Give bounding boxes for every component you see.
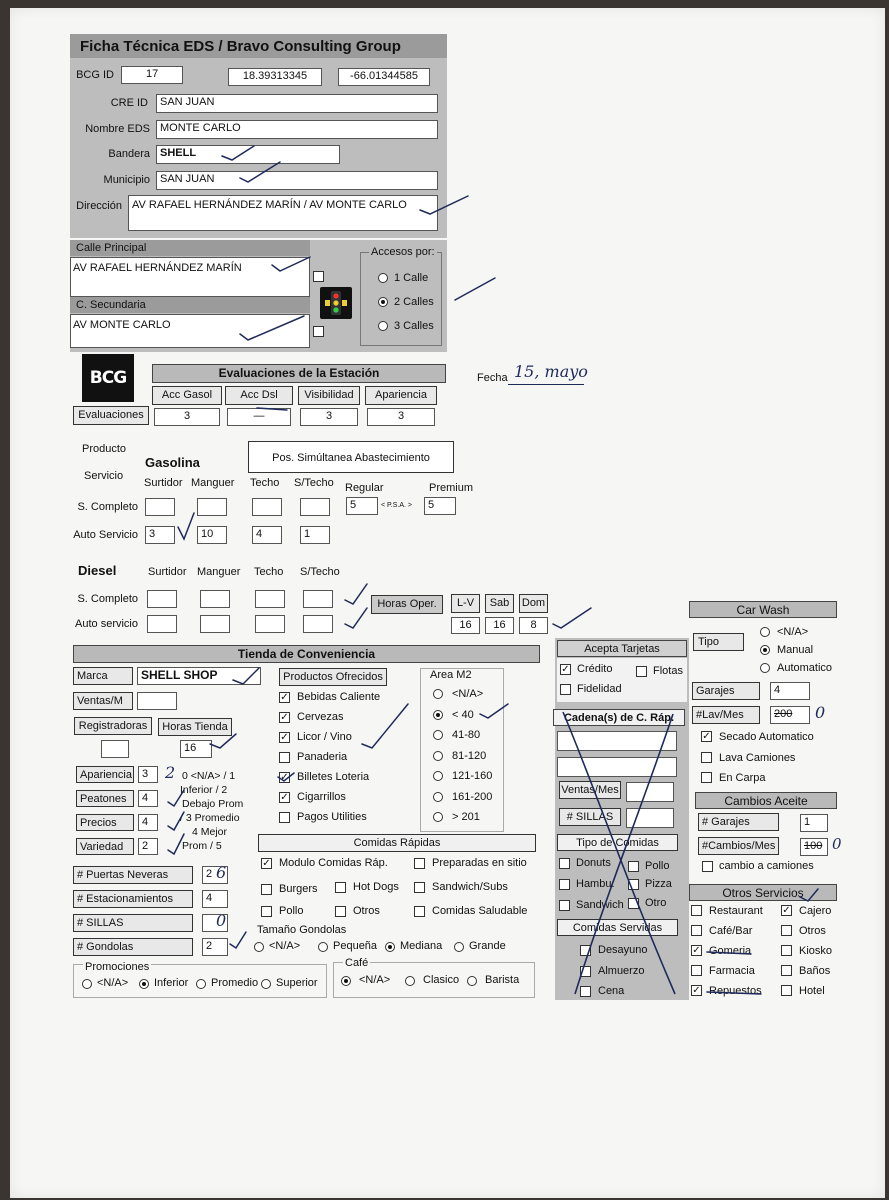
nombre-field[interactable]: MONTE CARLO — [156, 120, 438, 139]
tamano-option-label: <N/A> — [269, 940, 301, 952]
car-wash-option-label: En Carpa — [719, 772, 766, 784]
area-option-label: 161-200 — [452, 790, 493, 803]
car-wash-option-label: Secado Automatico — [719, 731, 814, 743]
accesos-radio-2[interactable] — [378, 321, 388, 331]
promociones-label: Promociones — [85, 961, 150, 973]
tamano-radio-0[interactable] — [254, 942, 264, 952]
otro-servicio-checkbox-6[interactable] — [691, 965, 702, 976]
comida-rapida-checkbox-0[interactable]: ✓ — [262, 858, 271, 869]
marca-label[interactable]: Marca — [73, 667, 133, 685]
bandera-label: Bandera — [108, 148, 150, 160]
principal-checkbox[interactable] — [313, 271, 324, 282]
servida-label: Almuerzo — [598, 964, 645, 977]
evaluacion-col-2[interactable]: Visibilidad — [298, 386, 360, 405]
horas-col-1[interactable]: Sab — [485, 594, 514, 613]
gasolina-col-3: S/Techo — [294, 477, 334, 489]
latitude-field[interactable]: 18.39313345 — [228, 68, 322, 86]
lav-mes-label[interactable]: #Lav/Mes — [692, 706, 760, 724]
tamano-label: Tamaño Gondolas — [257, 924, 347, 936]
gasolina-cell[interactable] — [145, 498, 175, 516]
bcg-logo — [82, 354, 134, 402]
otro-servicio-label: Café/Bar — [709, 925, 753, 937]
tamano-radio-3[interactable] — [454, 942, 464, 952]
tarjetas-header: Acepta Tarjetas — [557, 640, 687, 657]
comidas-rapidas-header: Comidas Rápidas — [258, 834, 536, 852]
otro-servicio-label: Kiosko — [799, 945, 833, 957]
cambio-camiones-label: cambio a camiones — [719, 860, 814, 872]
tamano-radio-2[interactable] — [385, 942, 395, 952]
registradoras-label[interactable]: Registradoras — [74, 717, 152, 735]
gasolina-cell[interactable] — [252, 498, 282, 516]
marca-field[interactable]: SHELL SHOP — [137, 667, 261, 685]
tipo-comidas-header: Tipo de Comidas — [557, 834, 678, 851]
cafe-option-label: <N/A> — [359, 974, 391, 986]
car-wash-tipo-label[interactable]: Tipo — [693, 633, 744, 651]
area-radio-1[interactable] — [433, 710, 443, 720]
diesel-row-label: S. Completo — [77, 593, 138, 605]
lav-mes-field[interactable]: 200 — [770, 706, 810, 724]
evaluacion-col-0[interactable]: Acc Gasol — [152, 386, 222, 405]
accesos-radio-0[interactable] — [378, 273, 388, 283]
tipo-comida-label: Pizza — [645, 878, 672, 890]
producto-label: Licor / Vino — [297, 731, 352, 743]
otro-servicio-label: Gomeria — [709, 945, 752, 957]
accesos-option-label: 1 Calle — [394, 272, 429, 284]
gasolina-cell[interactable]: 4 — [252, 526, 282, 544]
rating-label[interactable]: Peatones — [76, 790, 134, 807]
gasolina-cell[interactable]: 1 — [300, 526, 330, 544]
horas-col-2[interactable]: Dom — [519, 594, 548, 613]
producto-label: Bebidas Caliente — [297, 691, 381, 703]
otros-servicios-header: Otros Servicios — [689, 884, 837, 901]
producto-checkbox-4[interactable]: ✓ — [280, 772, 289, 783]
otro-servicio-label: Restaurant — [709, 905, 763, 917]
horas-tienda-label[interactable]: Horas Tienda — [158, 718, 232, 736]
area-radio-3[interactable] — [433, 751, 443, 761]
producto-label: Pagos Utilities — [297, 811, 367, 823]
regular-field[interactable]: 5 — [346, 497, 378, 515]
municipio-label: Municipio — [103, 174, 150, 186]
count-ink: 0 — [216, 911, 227, 930]
evaluacion-value-2[interactable]: 3 — [300, 408, 358, 426]
rating-scale-line: 0 <N/A> / 1 — [182, 770, 236, 782]
garajes-field[interactable]: 4 — [770, 682, 810, 700]
calle-principal-field[interactable]: AV RAFAEL HERNÁNDEZ MARÍN — [70, 257, 310, 297]
tarjeta-label: Flotas — [653, 665, 683, 677]
gasolina-cell[interactable] — [197, 498, 227, 516]
tarjeta-label: Crédito — [577, 663, 613, 675]
promo-radio-0[interactable] — [82, 979, 92, 989]
area-option-label: 41-80 — [452, 729, 481, 741]
longitude-field[interactable]: -66.01344585 — [338, 68, 430, 86]
diesel-cell[interactable] — [303, 590, 333, 608]
promo-option-label: Promedio — [211, 977, 259, 989]
tamano-radio-1[interactable] — [318, 942, 328, 952]
horas-col-0[interactable]: L-V — [451, 594, 480, 613]
bcg-logo-text: BCG — [89, 368, 127, 388]
cafe-radio-0[interactable] — [341, 976, 351, 986]
fecha-underline — [508, 384, 584, 385]
car-wash-header: Car Wash — [689, 601, 837, 618]
tarjeta-checkbox-0[interactable]: ✓ — [561, 664, 570, 675]
otro-servicio-checkbox-5[interactable] — [781, 945, 792, 956]
direccion-field[interactable]: AV RAFAEL HERNÁNDEZ MARÍN / AV MONTE CARLO — [128, 195, 438, 231]
car-wash-option-checkbox-0[interactable]: ✓ — [702, 731, 711, 742]
count-value[interactable]: 2 — [202, 938, 228, 956]
gasolina-cell[interactable] — [300, 498, 330, 516]
cambios-mes-ink: 0 — [832, 835, 842, 853]
diesel-title: Diesel — [78, 563, 117, 578]
count-value[interactable]: 4 — [202, 890, 228, 908]
rating-scale-line: Debajo Prom — [182, 798, 244, 810]
otro-servicio-checkbox-0[interactable] — [691, 905, 702, 916]
gasolina-col-0: Surtidor — [144, 477, 183, 489]
gasolina-col-1: Manguer — [191, 477, 235, 489]
calle-principal-label: Calle Principal — [76, 242, 147, 254]
gasolina-row-label: S. Completo — [77, 501, 138, 513]
rating-scale-line: / 3 Promedio — [180, 812, 240, 824]
car-wash-tipo-label: Manual — [777, 644, 814, 656]
tipo-comida-label: Sandwich — [576, 899, 624, 911]
comida-rapida-checkbox-6[interactable] — [335, 906, 346, 917]
premium-field[interactable]: 5 — [424, 497, 456, 515]
count-value[interactable]: 2 — [202, 866, 228, 884]
area-option-label: > 201 — [452, 811, 480, 823]
rating-value[interactable]: 4 — [138, 790, 158, 807]
rating-label[interactable]: Precios — [76, 814, 134, 831]
gasolina-col-2: Techo — [250, 477, 280, 489]
car-wash-option-label: Lava Camiones — [719, 751, 796, 764]
tarjeta-label: Fidelidad — [577, 683, 622, 695]
garajes-label[interactable]: Garajes — [692, 682, 760, 700]
diesel-cell[interactable] — [200, 590, 230, 608]
psa-label: < P.S.A. > — [381, 502, 413, 509]
comida-rapida-label: Sandwich/Subs — [432, 881, 508, 893]
comidas-servidas-header: Comidas Servidas — [557, 919, 678, 936]
comida-rapida-label: Preparadas en sitio — [432, 857, 527, 869]
promo-radio-3[interactable] — [261, 979, 271, 989]
comida-rapida-checkbox-1[interactable] — [414, 858, 425, 869]
comida-rapida-checkbox-3[interactable] — [335, 882, 346, 893]
car-wash-tipo-radio-1[interactable] — [760, 645, 770, 655]
comida-rapida-label: Comidas Saludable — [432, 905, 528, 917]
rating-value[interactable]: 3 — [138, 766, 158, 783]
rating-value[interactable]: 4 — [138, 814, 158, 831]
pos-simultanea-label: Pos. Simúltanea Abastecimiento — [248, 441, 454, 473]
rating-label[interactable]: Apariencia — [76, 766, 134, 783]
horas-value-2[interactable]: 8 — [519, 617, 548, 634]
evaluacion-value-3[interactable]: 3 — [367, 408, 435, 426]
gasolina-row-label: Auto Servicio — [73, 529, 138, 541]
car-wash-tipo-label: Automatico — [777, 662, 833, 674]
otro-servicio-label: Otros — [799, 925, 826, 937]
servida-label: Desayuno — [598, 944, 648, 956]
area-option-label: 121-160 — [452, 770, 493, 782]
producto-checkbox-5[interactable]: ✓ — [280, 792, 289, 803]
otro-servicio-label: Farmacia — [709, 965, 755, 977]
cafe-label: Café — [345, 957, 369, 969]
count-label[interactable]: # Estacionamientos — [73, 890, 193, 908]
producto-label: Cervezas — [297, 711, 344, 723]
evaluaciones-row-label[interactable]: Evaluaciones — [73, 406, 149, 425]
ventas-mes-label[interactable]: Ventas/Mes — [559, 781, 621, 799]
producto-label: Panaderia — [297, 751, 348, 763]
tarjeta-checkbox-2[interactable] — [560, 684, 571, 695]
cambios-aceite-header: Cambios Aceite — [695, 792, 837, 809]
otro-servicio-label: Baños — [799, 965, 831, 977]
diesel-col-2: Techo — [254, 566, 284, 578]
producto-label: Billetes Loteria — [297, 771, 370, 783]
producto-checkbox-0[interactable]: ✓ — [280, 692, 289, 703]
fecha-label: Fecha — [477, 372, 508, 384]
bcg-id-label: BCG ID — [76, 69, 114, 81]
comida-rapida-label: Hot Dogs — [353, 881, 399, 893]
producto-label: Cigarrillos — [297, 791, 346, 803]
tipo-comida-label: Pollo — [645, 860, 670, 872]
fecha-value: 15, mayo — [514, 362, 588, 381]
diesel-cell[interactable] — [303, 615, 333, 633]
car-wash-tipo-label: <N/A> — [777, 626, 809, 638]
diesel-cell[interactable] — [147, 590, 177, 608]
gasolina-cell[interactable]: 10 — [197, 526, 227, 544]
producto-checkbox-3[interactable] — [279, 752, 290, 763]
cadenas-cross-out-mark — [555, 708, 689, 1000]
diesel-col-1: Manguer — [197, 566, 241, 578]
cafe-option-label: Barista — [485, 974, 520, 986]
comida-rapida-label: Pollo — [279, 905, 304, 917]
lav-mes-ink: 0 — [815, 703, 826, 722]
ca-garajes-field[interactable]: 1 — [800, 814, 828, 832]
evaluacion-col-3[interactable]: Apariencia — [365, 386, 437, 405]
rating-scale-line: Inferior / 2 — [180, 784, 228, 796]
area-radio-6[interactable] — [433, 812, 443, 822]
diesel-cell[interactable] — [200, 615, 230, 633]
tamano-option-label: Grande — [469, 940, 506, 952]
tipo-comida-label: Hambu. — [576, 878, 615, 890]
apariencia-ink: 2 — [165, 763, 176, 782]
promo-option-label: Inferior — [154, 977, 189, 989]
car-wash-option-checkbox-1[interactable] — [701, 752, 712, 763]
accesos-option-label: 2 Calles — [394, 296, 434, 308]
cadenas-header: Cadena(s) de C. Ráp. — [553, 709, 685, 726]
count-ink: 6 — [216, 863, 227, 882]
diesel-cell[interactable] — [147, 615, 177, 633]
rating-scale-line: 4 Mejor — [192, 826, 228, 838]
rating-label[interactable]: Variedad — [76, 838, 134, 855]
otro-servicio-checkbox-7[interactable] — [781, 965, 792, 976]
horas-tienda-field[interactable]: 16 — [180, 740, 212, 758]
evaluacion-value-1[interactable]: — — [227, 408, 291, 426]
promo-radio-1[interactable] — [139, 979, 149, 989]
tarjeta-checkbox-1[interactable] — [636, 666, 647, 677]
area-option-label: < 40 — [452, 708, 474, 721]
otro-servicio-checkbox-1[interactable]: ✓ — [782, 905, 791, 916]
producto-checkbox-2[interactable]: ✓ — [280, 732, 289, 743]
otro-servicio-checkbox-4[interactable]: ✓ — [692, 945, 701, 956]
producto-checkbox-6[interactable] — [279, 812, 290, 823]
diesel-col-3: S/Techo — [300, 566, 340, 578]
diesel-cell[interactable] — [255, 590, 285, 608]
car-wash-tipo-radio-2[interactable] — [760, 663, 770, 673]
cafe-radio-1[interactable] — [405, 976, 415, 986]
comida-rapida-label: Burgers — [279, 883, 318, 895]
count-label[interactable]: # Puertas Neveras — [73, 866, 193, 884]
registradoras-field[interactable] — [101, 740, 129, 758]
diesel-row-label: Auto servicio — [75, 618, 138, 630]
area-radio-2[interactable] — [433, 730, 443, 740]
promo-option-label: <N/A> — [97, 977, 129, 989]
otro-servicio-checkbox-2[interactable] — [691, 925, 702, 936]
cadena-sillas-label[interactable]: # SILLAS — [559, 808, 621, 826]
premium-label: Premium — [429, 482, 474, 494]
comida-rapida-checkbox-4[interactable] — [414, 882, 425, 893]
cambios-mes-label[interactable]: #Cambios/Mes — [698, 837, 779, 855]
ca-garajes-label[interactable]: # Garajes — [698, 813, 779, 831]
otro-servicio-label: Hotel — [799, 985, 825, 997]
ventas-field[interactable] — [137, 692, 177, 710]
traffic-light-icon — [320, 287, 352, 319]
area-label: Area M2 — [430, 669, 472, 681]
accesos-label: Accesos por: — [371, 246, 435, 258]
horas-value-1[interactable]: 16 — [485, 617, 514, 634]
cre-id-label: CRE ID — [110, 97, 148, 109]
producto-checkbox-1[interactable]: ✓ — [280, 712, 289, 723]
diesel-cell[interactable] — [255, 615, 285, 633]
direccion-label: Dirección — [76, 200, 122, 212]
horas-oper-label[interactable]: Horas Oper. — [371, 595, 443, 614]
area-option-label: <N/A> — [452, 688, 484, 700]
otro-servicio-label: Cajero — [799, 905, 832, 917]
comida-rapida-label: Otros — [353, 905, 380, 917]
accesos-radio-1[interactable] — [378, 297, 388, 307]
promo-radio-2[interactable] — [196, 979, 206, 989]
tamano-option-label: Mediana — [400, 940, 443, 952]
producto-label: Producto — [82, 443, 127, 455]
gasolina-title: Gasolina — [145, 455, 200, 470]
otro-servicio-checkbox-9[interactable] — [781, 985, 792, 996]
area-radio-0[interactable] — [433, 689, 443, 699]
diesel-col-0: Surtidor — [148, 566, 187, 578]
cambios-mes-field[interactable]: 100 — [800, 838, 828, 856]
horas-value-0[interactable]: 16 — [451, 617, 480, 634]
evaluacion-value-0[interactable]: 3 — [154, 408, 220, 426]
cambio-camiones-checkbox[interactable] — [702, 861, 713, 872]
promo-option-label: Superior — [276, 977, 318, 989]
servida-label: Cena — [598, 985, 625, 997]
rating-scale-line: Prom / 5 — [182, 840, 222, 852]
form-title: Ficha Técnica EDS / Bravo Consulting Group — [80, 38, 401, 55]
cre-id-field[interactable]: SAN JUAN — [156, 94, 438, 113]
otro-servicio-checkbox-3[interactable] — [781, 925, 792, 936]
tipo-comida-label: Donuts — [576, 857, 611, 869]
bcg-id-field[interactable]: 17 — [121, 66, 183, 84]
count-label[interactable]: # SILLAS — [73, 914, 193, 932]
otro-servicio-label: Repuestos — [709, 985, 762, 997]
rating-value[interactable]: 2 — [138, 838, 158, 855]
productos-label[interactable]: Productos Ofrecidos — [279, 668, 387, 686]
cafe-option-label: Clasico — [423, 974, 460, 986]
tamano-option-label: Pequeña — [333, 940, 378, 952]
cafe-radio-2[interactable] — [467, 976, 477, 986]
tienda-header: Tienda de Conveniencia — [73, 645, 540, 663]
comida-rapida-checkbox-5[interactable] — [261, 906, 272, 917]
evaluacion-col-1[interactable]: Acc Dsl — [225, 386, 293, 405]
servicio-label: Servicio — [84, 470, 124, 482]
car-wash-tipo-radio-0[interactable] — [760, 627, 770, 637]
comida-rapida-checkbox-7[interactable] — [414, 906, 425, 917]
bandera-field[interactable]: SHELL — [156, 145, 340, 164]
car-wash-option-checkbox-2[interactable] — [701, 772, 712, 783]
regular-label: Regular — [345, 482, 384, 494]
ventas-label[interactable]: Ventas/M — [73, 692, 133, 710]
gasolina-cell[interactable]: 3 — [145, 526, 175, 544]
area-radio-5[interactable] — [433, 792, 443, 802]
secundaria-checkbox[interactable] — [313, 326, 324, 337]
calle-secundaria-label: C. Secundaria — [76, 299, 146, 311]
municipio-field[interactable]: SAN JUAN — [156, 171, 438, 190]
comida-rapida-label: Modulo Comidas Ráp. — [279, 857, 388, 869]
otro-servicio-checkbox-8[interactable]: ✓ — [692, 985, 701, 996]
tipo-comida-label: Otro — [645, 897, 667, 909]
area-option-label: 81-120 — [452, 749, 487, 762]
area-radio-4[interactable] — [433, 771, 443, 781]
nombre-label: Nombre EDS — [85, 123, 150, 135]
calle-secundaria-field[interactable]: AV MONTE CARLO — [70, 314, 310, 348]
comida-rapida-checkbox-2[interactable] — [261, 884, 272, 895]
count-label[interactable]: # Gondolas — [73, 938, 193, 956]
evaluaciones-header: Evaluaciones de la Estación — [152, 364, 446, 383]
accesos-option-label: 3 Calles — [394, 320, 434, 332]
